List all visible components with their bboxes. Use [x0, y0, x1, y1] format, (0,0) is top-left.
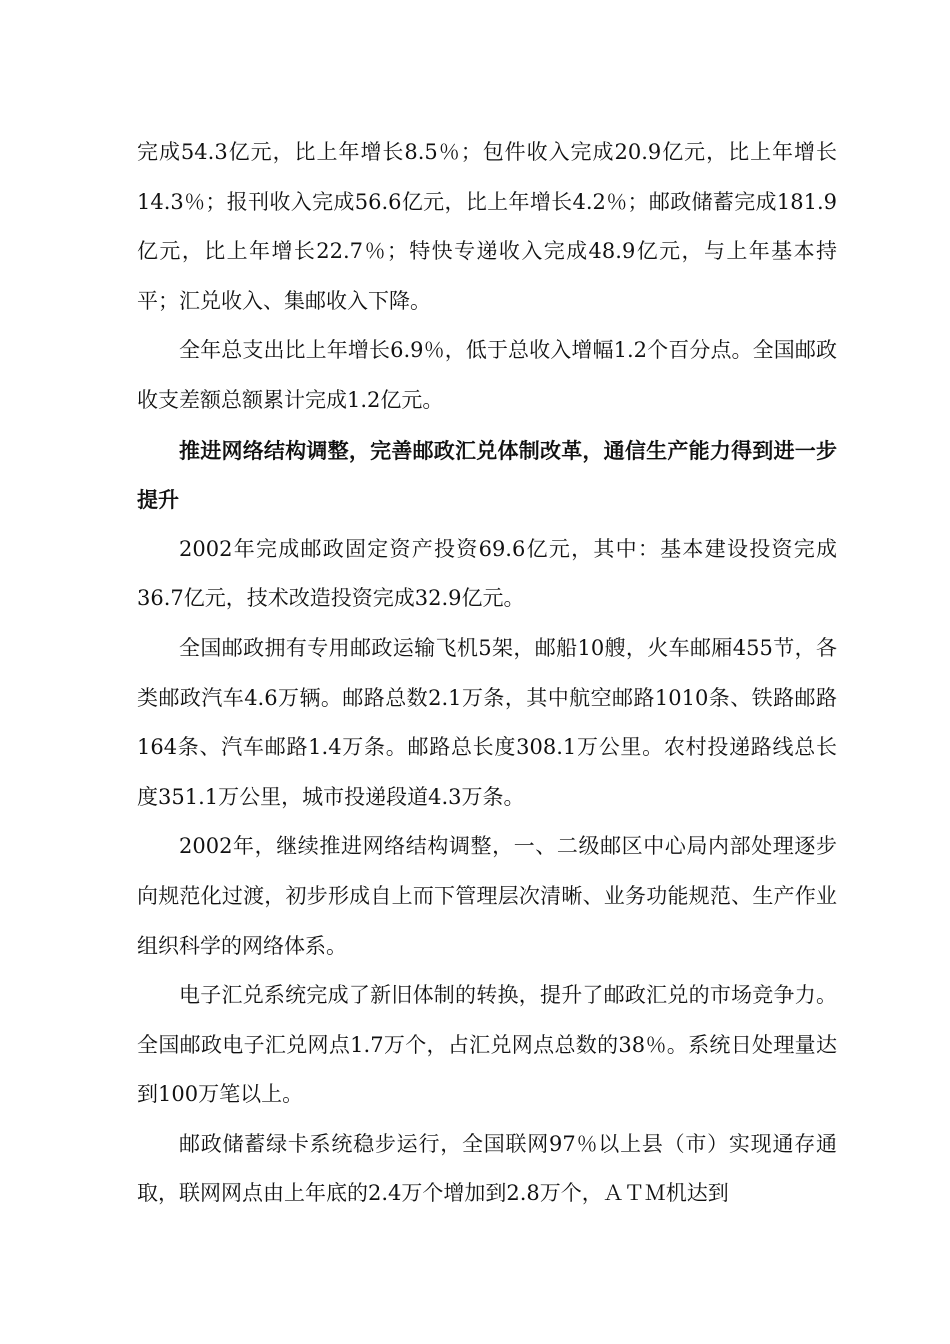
- section-heading-network-adjustment: 推进网络结构调整，完善邮政汇兑体制改革，通信生产能力得到进一步提升: [137, 437, 837, 513]
- paragraph-network-restructuring: 2002年，继续推进网络结构调整，一、二级邮区中心局内部处理逐步向规范化过渡，初步形成自上而下管理层次清晰、业务功能规范、生产作业组织科学的网络体系。: [137, 834, 837, 958]
- paragraph-revenue-breakdown: 完成54.3亿元，比上年增长8.5％；包件收入完成20.9亿元，比上年增长14.3％；报刊收入完成56.6亿元，比上年增长4.2％；邮政储蓄完成181.9亿元，比上年增长22.7％；特快专递收入完成48.9亿元，与上年基本持平；汇兑收入、集邮收入下降。: [137, 140, 837, 313]
- paragraph-transport-resources: 全国邮政拥有专用邮政运输飞机5架，邮船10艘，火车邮厢455节，各类邮政汽车4.6万辆。邮路总数2.1万条，其中航空邮路1010条、铁路邮路164条、汽车邮路1.4万条。邮路总长度308.1万公里。农村投递路线总长度351.1万公里，城市投递段道4.3万条。: [137, 635, 837, 809]
- paragraph-total-expenditure: 全年总支出比上年增长6.9％，低于总收入增幅1.2个百分点。全国邮政收支差额总额累计完成1.2亿元。: [137, 338, 837, 412]
- paragraph-savings-green-card: 邮政储蓄绿卡系统稳步运行，全国联网97％以上县（市）实现通存通取，联网网点由上年底的2.4万个增加到2.8万个，ＡＴＭ机达到: [137, 1131, 837, 1206]
- document-body: [137, 128, 837, 1219]
- paragraph-electronic-remittance: 电子汇兑系统完成了新旧体制的转换，提升了邮政汇兑的市场竞争力。全国邮政电子汇兑网点1.7万个，占汇兑网点总数的38％。系统日处理量达到100万笔以上。: [137, 983, 837, 1107]
- paragraph-fixed-asset-investment: 2002年完成邮政固定资产投资69.6亿元，其中：基本建设投资完成36.7亿元，技术改造投资完成32.9亿元。: [137, 536, 837, 611]
